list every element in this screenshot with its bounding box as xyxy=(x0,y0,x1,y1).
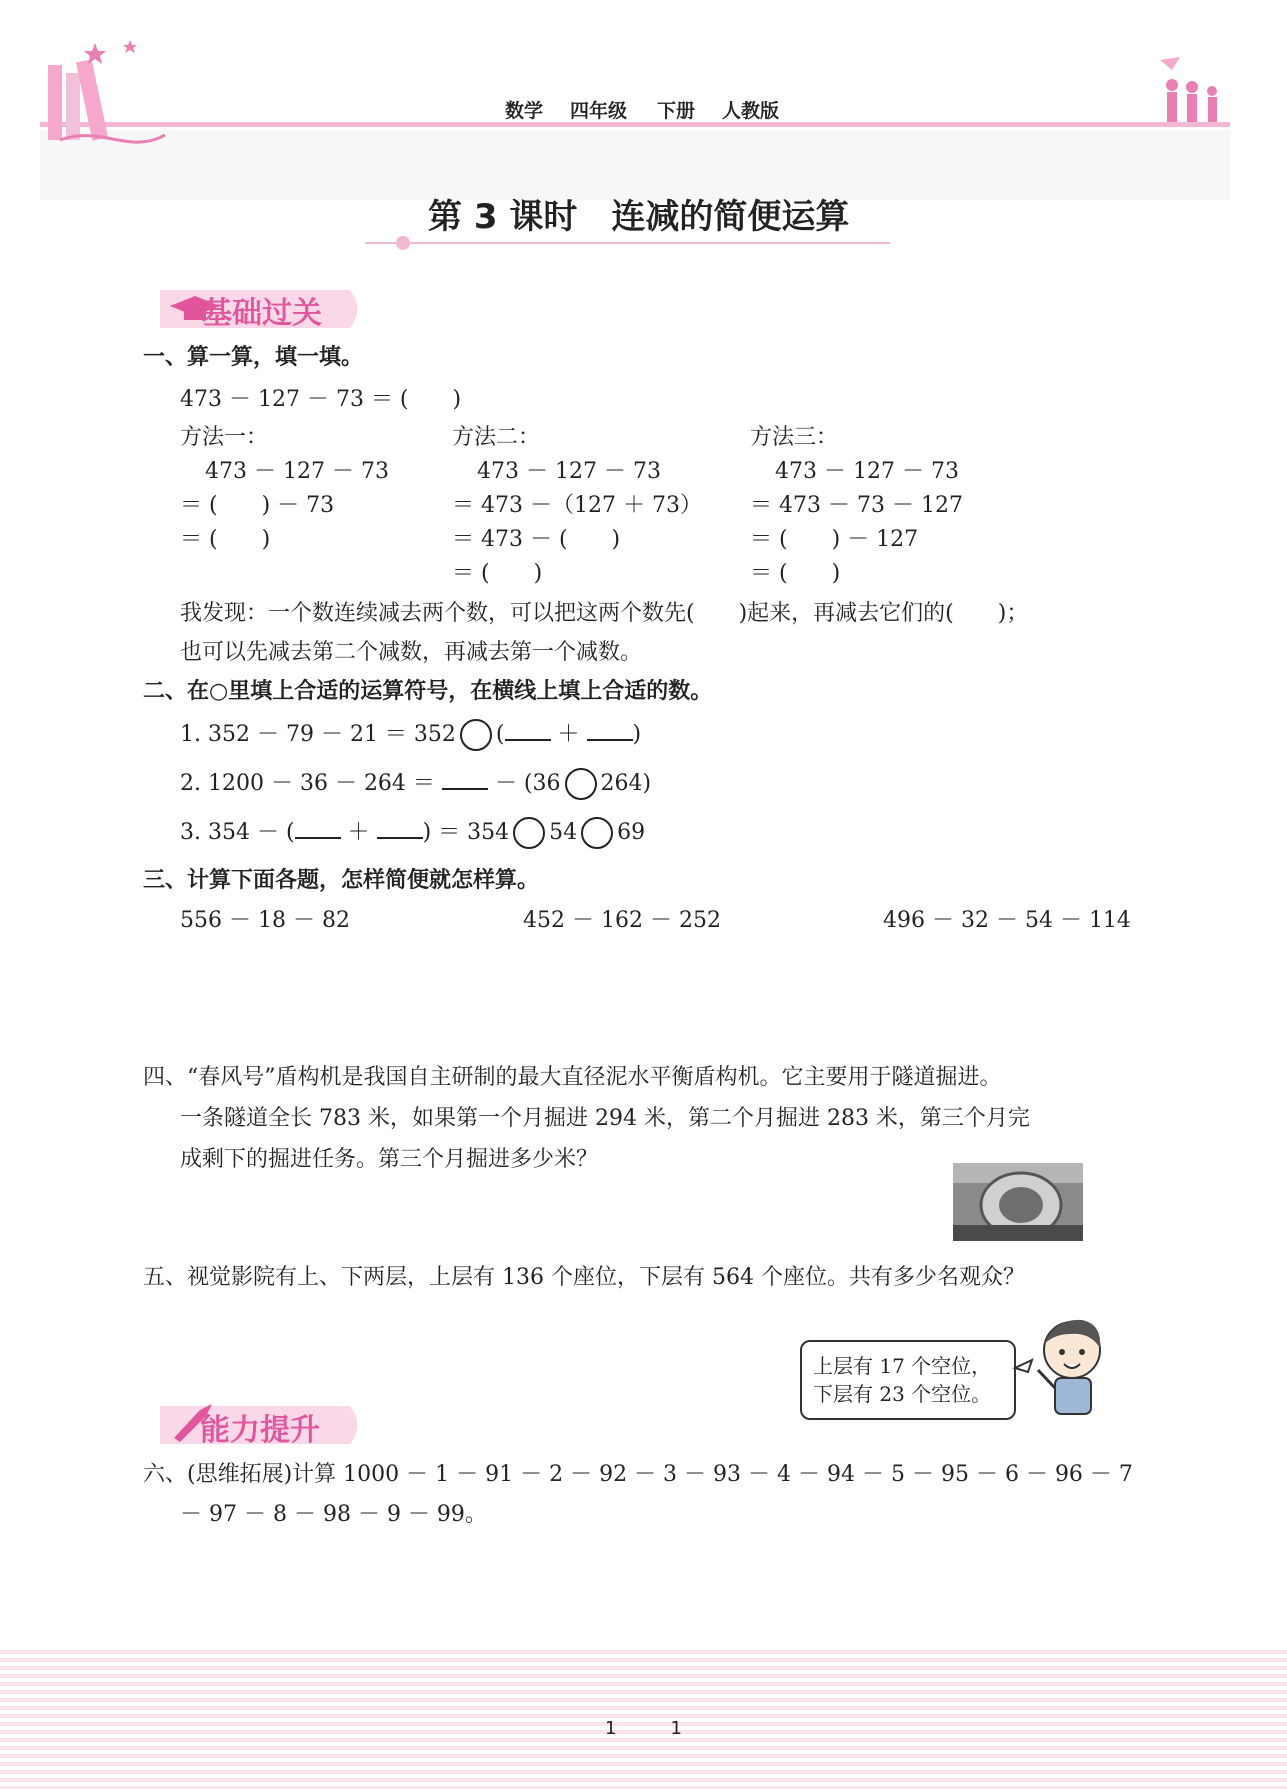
q1-finding-line2: 也可以先减去第二个减数，再减去第一个减数。 xyxy=(180,640,643,665)
q3-prompt: 三、计算下面各题，怎样简便就怎样算。 xyxy=(143,868,540,893)
method3-line4: ＝ ( ) xyxy=(750,561,841,586)
q3-expr1: 556 － 18 － 82 xyxy=(180,908,350,933)
method1-label: 方法一： xyxy=(180,425,269,450)
method2-line4: ＝ ( ) xyxy=(452,561,543,586)
title-underline xyxy=(365,242,890,244)
tunnel-boring-machine-photo xyxy=(953,1163,1083,1241)
q2-prompt: 二、在○里填上合适的运算符号，在横线上填上合适的数。 xyxy=(143,679,713,704)
method3-label: 方法三： xyxy=(750,425,839,450)
q6-line2: － 97 － 8 － 98 － 9 － 99。 xyxy=(180,1502,487,1527)
method1-line2: ＝ ( ) － 73 xyxy=(180,493,335,518)
header-grade: 四年级 xyxy=(570,100,628,122)
method2-line2: ＝ 473 －（127 ＋ 73） xyxy=(452,493,702,518)
boy-cartoon-icon xyxy=(1010,1310,1120,1420)
bubble-line1: 上层有 17 个空位， xyxy=(813,1354,992,1378)
title-dot xyxy=(396,236,410,250)
header-shade xyxy=(40,130,1230,200)
method1-line1: 473 － 127 － 73 xyxy=(205,459,389,484)
q2-item3: 3. 354 － ( ＋ ) ＝ 354 54 69 xyxy=(180,817,645,849)
lesson-title: 第 3 课时 连减的简便运算 xyxy=(428,197,850,237)
q5-line1: 五、视觉影院有上、下两层，上层有 136 个座位，下层有 564 个座位。共有多少名观众？ xyxy=(143,1265,1025,1290)
method2-line1: 473 － 127 － 73 xyxy=(477,459,661,484)
books-logo-icon xyxy=(40,35,170,150)
header-edition: 人教版 xyxy=(722,100,780,122)
q1-finding-line1: 我发现：一个数连续减去两个数，可以把这两个数先( )起来，再减去它们的( )； xyxy=(180,601,1029,626)
section-title-advance: 能力提升 xyxy=(200,1413,320,1448)
q2-item1: 1. 352 － 79 － 21 ＝ 352 ( ＋ ) xyxy=(180,719,641,751)
q2-item2: 2. 1200 － 36 － 264 ＝ － (36 264) xyxy=(180,768,651,800)
bubble-line2: 下层有 23 个空位。 xyxy=(813,1382,992,1406)
q4-line1: 四、“春风号”盾构机是我国自主研制的最大直径泥水平衡盾构机。它主要用于隧道掘进。 xyxy=(143,1065,1002,1090)
q1-prompt: 一、算一算，填一填。 xyxy=(143,345,364,370)
q4-line2: 一条隧道全长 783 米，如果第一个月掘进 294 米，第二个月掘进 283 米，第三个月完 xyxy=(180,1106,1030,1131)
page-number: 1 1 xyxy=(605,1718,682,1739)
section-title-basic: 基础过关 xyxy=(202,296,322,331)
header-subject: 数学 xyxy=(505,100,544,122)
method1-line3: ＝ ( ) xyxy=(180,527,271,552)
q1-expression: 473 － 127 － 73 ＝ ( ) xyxy=(180,387,462,412)
header-volume: 下册 xyxy=(657,100,696,122)
method2-label: 方法二： xyxy=(452,425,541,450)
q6-line1: 六、(思维拓展)计算 1000 － 1 － 91 － 2 － 92 － 3 － 93 － 4 － 94 － 5 － 95 － 6 － 96 － 7 xyxy=(143,1462,1133,1487)
header-rule xyxy=(40,122,1230,127)
method3-line3: ＝ ( ) － 127 xyxy=(750,527,919,552)
method3-line1: 473 － 127 － 73 xyxy=(775,459,959,484)
q4-line3: 成剩下的掘进任务。第三个月掘进多少米？ xyxy=(180,1147,599,1172)
method2-line3: ＝ 473 － ( ) xyxy=(452,527,621,552)
children-kite-icon xyxy=(1150,55,1230,130)
q3-expr2: 452 － 162 － 252 xyxy=(523,908,721,933)
q3-expr3: 496 － 32 － 54 － 114 xyxy=(883,908,1131,933)
speech-bubble xyxy=(800,1340,1016,1420)
method3-line2: ＝ 473 － 73 － 127 xyxy=(750,493,963,518)
